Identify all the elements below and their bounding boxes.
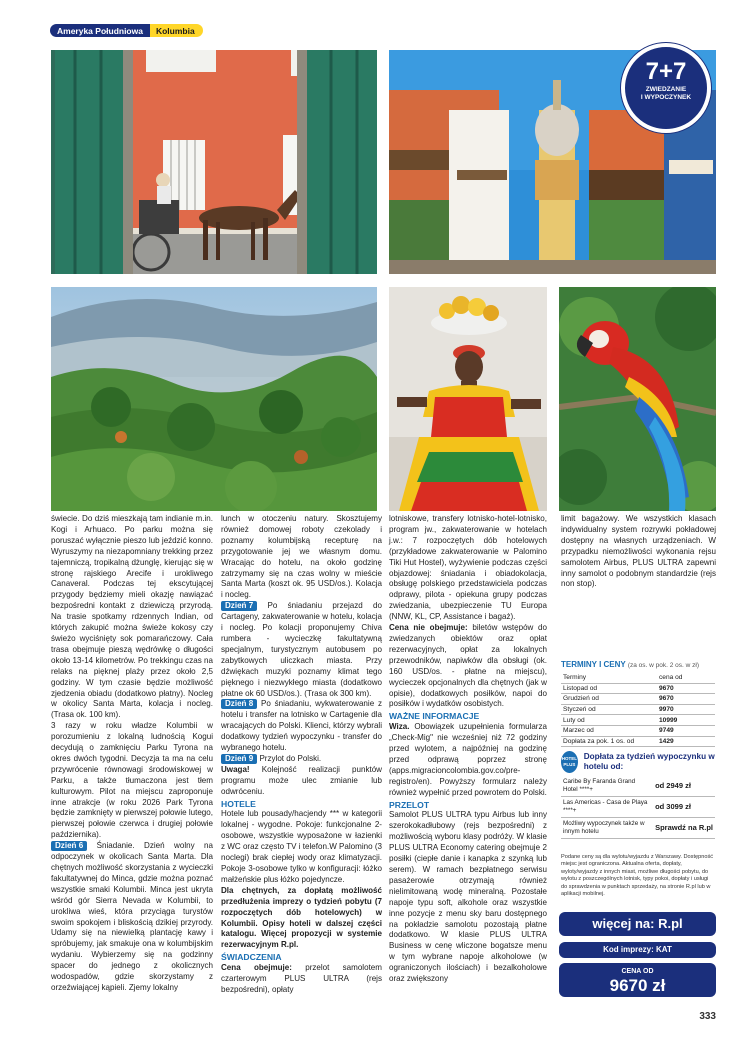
- prices-header-row: [561, 673, 715, 683]
- pricing-note: Podane ceny są dla wylotu/wyjazdu z Warszawy. Dostępność miejsc jest ograniczona. Aktualna oferta, dopłaty, wyloty/wyjazdy z innych miast, możliwe długości pobytu, do wylotu z poszczególnych lotnisk, typy pokoi, dopłaty i usługi do sprawdzenia w punktach sprzedaży, na stronie R.pl lub w aplikacji mobilnej.: [561, 854, 714, 898]
- przelot-text: Samolot PLUS ULTRA typu Airbus lub inny szerokokadłubowy (rejs bezpośredni) z możliwością wyboru klasy podróży. W klasie PLUS ULTRA Economy catering obejmuje 2 posiłki (ciepłe danie i kanapka z szynką lub serem). W ramach bezpłatnego serwisu pasażerowie otrzymają również nielimitowaną wodę mineralną. Pozostałe napoje typu soft, alkohole oraz wszystkie inne pozycje z menu sky baru dostępnego na pokładzie samolotu pozostają płatne dodatkowo. W klasie PLUS ULTRA Business w cenę wliczone bogatsze menu w tym wybrane napoje alkoholowe (w ograniczonych ilościach) i bezalkoholowe oraz zwiększony: [389, 810, 547, 984]
- text-column-2: [221, 514, 382, 996]
- przelot-heading: PRZELOT: [389, 799, 430, 810]
- badge-number: 7+7: [645, 58, 687, 85]
- text-column-1: [51, 514, 213, 994]
- hotele-extension-text: Dla chętnych, za dopłatą możliwość przedłużenia imprezy o tydzień pobytu (7 rozpoczętych dób hotelowych) w Kolumbii. Opisy hoteli w dalszej części katalogu. Więcej propozycji w systemie rezerwacyjnym R.pl.: [221, 885, 382, 950]
- day6-text: Śniadanie. Dzień wolny na odpoczynek w okolicach Santa Marta. Dla chętnych możliwość skorzystania z wycieczki fakultatywnej do Minca, gdzie można poznać wszystkie smaki Kolumbii. Minca jest ukryta wśród gór Sierra Nevada w Kolumbii, to urokliwa wieś, która przyciąga turystów swoim spokojem i bliskością dzikiej przyrody. Udamy się na niewielką plantację kawy i spróbujemy, jak smakuje ona w kolumbijskim wydaniu. Wybierzemy się na godzinny spacer do jednego z okolicznych wodospadów, gdzie skorzystamy z orzeźwiającej kąpieli. Zjemy lokalny: [51, 841, 213, 992]
- hotel-extension-box: [561, 751, 715, 839]
- hotele-extension: [221, 886, 382, 951]
- hotele-text: Hotele lub pousady/hacjendy *** w kategorii lokalnej - wygodne. Pokoje: funkcjonalne 2-osobowe, wszystkie wyposażone w łazienki z WC oraz często TV i telefon.W Palomino (3 noclegi) brak ciepłej wody oraz klimatyzacji. Pokoje 3-osobowe tylko w konfiguracji: łóżko małżeńskie plus łóżko pojedyncze.: [221, 809, 382, 884]
- day7-label: Dzień 7: [221, 601, 257, 611]
- col4-intro: limit bagażowy. We wszystkich klasach indywidualny system rozrywki pokładowej dostępny na własnych urządzeniach. W przypadku niemożliwości wykonania rejsu samolotem Airbus, PLUS ULTRA zapewni inny samolot o podobnym standardzie (rejs non stop).: [561, 514, 716, 589]
- price-cell: 1429: [657, 736, 715, 747]
- hotel-price-cell: Sprawdź na R.pl: [653, 818, 715, 839]
- term-cell: Dopłata za pok. 1 os. od: [561, 736, 657, 747]
- day8-text: Po śniadaniu, wykwaterowanie z hotelu i transfer na lotnisko w Cartagenie dla wracających do Polski. Klienci, którzy wybrali dodatkowy tydzień wypoczynku - transfer do wybranego hotelu.: [221, 699, 382, 753]
- col1-para-1: świecie. Do dziś mieszkają tam indianie m.in. Kogi i Arhuaco. Po parku można się poruszać wyłącznie pieszo lub jeździć konno. Wyruszymy na niezapomniany trekking przez tajemniczą, tropikalną dżunglę, kierując się w stronę rajskiego Arecife i urokliwego Canaveral. Podczas tej ekscytującej przygody będziemy mieli okazję nawiązać bezpośredni kontakt z dziewiczą przyrodą. Na trasie spotkamy rdzennych Indian, od których zakupić można świeże kokosy czy świeżo wyciśnięty sok pomarańczowy. Cała trasa obejmuje pieszą wędrówkę o długości około 13-14 kilometrów. Po trekkingu czas na relaks na pięknej plaży przez około 2,5 godziny. W tym czasie będzie możliwość zjedzenia obiadu (dodatkowo płatny). Nocleg w okolicy Santa Marta, kolacja i nocleg. (Trasa ok. 100 km).: [51, 514, 213, 720]
- day9-text: Przylot do Polski.: [259, 753, 322, 763]
- day7-paragraph: [221, 601, 382, 699]
- page-number: 333: [699, 1011, 716, 1022]
- table-row: [561, 776, 715, 797]
- price-value: 9670 zł: [609, 976, 666, 995]
- nie-obejmuje-label: Cena nie obejmuje:: [389, 623, 468, 633]
- prices-title: [561, 660, 699, 669]
- photo-horse-carriage: [51, 50, 377, 274]
- badge-line1: ZWIEDZANIE: [645, 86, 687, 93]
- prices-table: [561, 673, 715, 747]
- swiadczenia-text: przelot samolotem czarterowym PLUS ULTRA (rejs bezpośredni), opłaty: [221, 963, 382, 994]
- term-cell: Luty od: [561, 715, 657, 726]
- price-cell: 10999: [657, 715, 715, 726]
- photo-jungle-landscape: [51, 287, 377, 511]
- uwaga-label: Uwaga!: [221, 764, 250, 774]
- nie-obejmuje-text: biletów wstępów do zwiedzanych obiektów oraz opłat rezerwacyjnych, opłat za lokalnych przewodników, napiwków dla obsługi (ok. 160 USD/os. - płatne na miejscu), wycieczek opcjonalnych dla chętnych (jak w opisie), dodatkowych posiłków, napoi do posiłków i wydatków osobistych.: [389, 623, 547, 709]
- table-row: [561, 694, 715, 705]
- wazne-heading: WAŻNE INFORMACJE: [389, 711, 480, 722]
- more-info-button[interactable]: więcej na: R.pl: [559, 912, 716, 936]
- table-row: [561, 725, 715, 736]
- wazne-text: Obowiązek uzupełnienia formularza „Check-Mig" nie wcześniej niż 72 godziny przed wylotem, a najpóźniej na godzinę przed odprawą poprzez stronę (apps.migracioncolombia.gov.co/pre-registro/en). Powyższy formularz należy również wypełnić przed powrotem do Polski.: [389, 722, 547, 797]
- swiadczenia-heading: ŚWIADCZENIA: [221, 952, 282, 963]
- day8-paragraph: [221, 699, 382, 754]
- price-cell: 9670: [657, 694, 715, 705]
- hotel-name-cell: Las Americas - Casa de Playa ****+: [561, 797, 653, 818]
- day9-paragraph: [221, 754, 382, 765]
- price-cell: 9749: [657, 725, 715, 736]
- photo-palenquera-woman: [389, 287, 547, 511]
- day7-text: Po śniadaniu przejazd do Cartageny, zakwaterowanie w hotelu, kolacja i nocleg. Po kolacji proponujemy Chiva rumbera - wycieczkę fakultatywną specjalnym, turystycznym autobusem po zabytkowych uliczkach miasta. Przy dźwiękach muzyki poznamy klimat tego pięknego i niezwykłego miasta (dodatkowo płatne ok 60 USD/os.). (Trasa ok 300 km).: [221, 601, 382, 698]
- hotel-price-cell: od 2949 zł: [653, 776, 715, 797]
- uwaga-text: Kolejność realizacji punktów programu może ulec zmianie lub odwróceniu.: [221, 764, 382, 796]
- photo-macaw: [559, 287, 716, 511]
- breadcrumb-country[interactable]: Kolumbia: [150, 24, 203, 37]
- table-row: [561, 797, 715, 818]
- tour-code-label: Kod imprezy: KAT: [559, 942, 716, 958]
- day8-label: Dzień 8: [221, 699, 257, 709]
- prices-header-terms: Terminy: [561, 673, 657, 683]
- table-row: [561, 683, 715, 694]
- day6-label: Dzień 6: [51, 841, 87, 851]
- price-cell: 9970: [657, 704, 715, 715]
- prices-header-price: cena od: [657, 673, 715, 683]
- hotel-extension-table: [561, 776, 715, 839]
- breadcrumb-region[interactable]: Ameryka Południowa: [50, 24, 150, 37]
- prices-subtitle: (za os. w pok. 2 os. w zł): [627, 662, 700, 669]
- table-row: [561, 715, 715, 726]
- hotel-plus-logo: [561, 751, 578, 773]
- price-cell: 9670: [657, 683, 715, 694]
- hotel-logo-line2: PLUS: [563, 762, 576, 767]
- uwaga-paragraph: [221, 765, 382, 798]
- term-cell: Listopad od: [561, 683, 657, 694]
- breadcrumb: [50, 24, 203, 37]
- hotel-name-cell: Caribe By Faranda Grand Hotel ****+: [561, 776, 653, 797]
- col3-intro: lotniskowe, transfery lotnisko-hotel-lotnisko, program jw., zakwaterowanie w hotelach j.w.: 7 rozpoczętych dób hotelowych (przykładowe zakwaterowanie w Palomino Tiki Hut Hostel), wyżywienie podczas części objazdowej: śniadania i obiadokolacja, obsługę polskiego przedstawiciela podczas odprawy, pilota - opiekuna grupy podczas zwiedzania, ubezpieczenie TU Europa (NNW, KL, CP, Assistance i bagaż).: [389, 514, 547, 622]
- wazne-paragraph: [389, 722, 547, 798]
- hotele-heading: HOTELE: [221, 798, 256, 809]
- day9-label: Dzień 9: [221, 754, 257, 764]
- prices-title-text: TERMINY I CENY: [561, 660, 626, 669]
- price-label: CENA OD: [621, 968, 654, 975]
- swiadczenia-paragraph: [221, 963, 382, 996]
- hotel-name-cell: Możliwy wypoczynek także w innym hotelu: [561, 818, 653, 839]
- hotel-logo-line1: HOTEL: [561, 756, 577, 761]
- hotel-extension-title: Dopłata za tydzień wypoczynku w hotelu od:: [583, 752, 715, 771]
- table-row: [561, 736, 715, 747]
- term-cell: Grudzień od: [561, 694, 657, 705]
- text-column-4: [561, 514, 716, 590]
- tour-type-badge: [621, 43, 711, 133]
- col1-para-2: 3 razy w roku władze Kolumbii w porozumieniu z lokalną ludnością Kogui decydują o zamknięciu Parku Tyrona na okres dwóch tygodni. Decyzja ta ma na celu przywrócenie równowagi środowiskowej w Parku, a także tłumaczona jest tłem kulturowym. Pilot na miejscu zaproponuje inne atrakcje (w roku 2026 Park Tyrona będzie zamknięty w pierwszej połowie lutego, pierwszej połowie czerwca i drugiej połowie października).: [51, 721, 213, 840]
- table-row: [561, 818, 715, 839]
- wiza-label: Wiza.: [389, 722, 410, 732]
- term-cell: Marzec od: [561, 725, 657, 736]
- text-column-3: [389, 514, 547, 985]
- term-cell: Styczeń od: [561, 704, 657, 715]
- price-box: [559, 963, 716, 997]
- nie-obejmuje-paragraph: [389, 623, 547, 710]
- hotel-price-cell: od 3099 zł: [653, 797, 715, 818]
- badge-line2: I WYPOCZYNEK: [640, 94, 692, 101]
- col2-intro: lunch w otoczeniu natury. Skosztujemy również domowej roboty czekolady i poznamy kolumbijską recepturę na przygotowanie jej we własnym domu. Wracając do hotelu, na około godzinę zatrzymamy się na czas wolny w mieście Santa Marta (koszt ok. 95 USD/os.). Kolacja i nocleg.: [221, 514, 382, 600]
- hotel-extension-header: [561, 751, 715, 773]
- cena-obejmuje-label: Cena obejmuje:: [221, 963, 292, 973]
- day6-paragraph: [51, 841, 213, 994]
- table-row: [561, 704, 715, 715]
